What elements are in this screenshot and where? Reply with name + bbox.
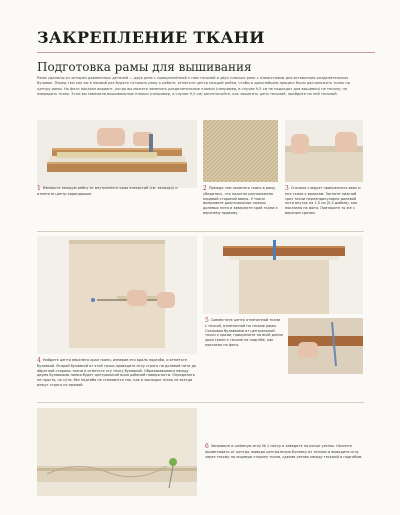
step-text: Заправьте в шнёвную иглу № 1 нитку и заведите на конце узелок. Начните прометывать от центра, выводя центральную булавку из тесьмы и выводите иглу через тесьму на лицевую сторону ткани, сделав узелок между тесьмой и подгибом.: [205, 444, 363, 459]
row-divider: [37, 231, 364, 232]
folding-hands-illustration: [285, 120, 363, 182]
section-title: Подготовка рамы для вышивания: [37, 60, 252, 74]
frame-bars-illustration: [37, 120, 197, 188]
caption-step-1: [37, 186, 187, 197]
caption-step-2: [203, 186, 279, 216]
photo-step-6: [37, 408, 197, 496]
intro-paragraph: Рамы сделаны из четырёх деревянных деталей — двух реек с прикреплённой к ним тесьмой и двух плоских реек с отверстиями для вставления разделительных булавок. Перед тем как вы в первый раз будете готовить раму к работе, отметьте центр каждой рейки, чтобы в дальнейшем процесс было расположить ткань по центру рамы. На фото показан вариант, когда вы можете заменить разделительные планки (например, в случае 9,5 см не подходят для вышивки) на тесьму; не повредить ткань. Если вы заменили вышивальные планки (например, в случае 9,5 см) распечатайте, как защитить цепь тесьмой, пройдите по ней тесьмой.: [37, 76, 350, 96]
photo-step-5-detail: [288, 318, 363, 374]
step-text: Измерьте каждую рейку от внутреннего края отверстий (см. вкладку) и отметьте центр карандашом.: [37, 186, 178, 196]
step-text: Совместите центр отмеченной ткани с точкой, отмеченной на тесьме рамы. Скалывая булавками от центральной точки к краям, прикрепите по всей длине края ткани к тесьме на подгибе, как показано на фото.: [205, 318, 284, 347]
step-number: 6: [205, 443, 209, 450]
step-text: Прежде чем запинать ткань в раму, убедитесь, что полотно расположено лицевой стороной вверх. У ткани выпрямите диагональные полосы долевых нити и заверните край ткани к верхнему правому.: [203, 186, 278, 215]
step-text: Сначала следует прикреплять верх и низ ткани к валикам. Загните нижний срез ткани перпендикулярно долевой нити внутрь на 1,5 см (0,5 дюйма), как показано на фото. Повторите то же с верхним срезом.: [285, 186, 361, 215]
photo-step-5: [203, 236, 363, 314]
step-number: 5: [205, 317, 209, 324]
photo-step-1: [37, 120, 197, 188]
step-text: Найдите центр верхнего края ткани, измерив его вдоль подгиба, и отметьте булавкой. Второй булавкой от этой точки проведите иглу строго по долевой нити до обратной стороны ткани и отметьте эту точку булавкой. Образовавшаяся между двумя булавками линия будет центральной осью рабочей поверхности. Определить не просто, по сути, без подгиба не становится так, как в закладке ткань не всегда режут строго по прямой.: [37, 358, 197, 387]
photo-step-3: [285, 120, 363, 182]
step-number: 2: [203, 185, 207, 192]
caption-step-5: [205, 318, 283, 348]
fabric-weave-illustration: [203, 120, 278, 182]
photo-step-4: [37, 236, 197, 354]
photo-step-2: [203, 120, 278, 182]
pin-detail-illustration: [288, 318, 363, 374]
step-number: 3: [285, 185, 289, 192]
caption-step-6: [205, 444, 365, 459]
caption-step-4: [37, 358, 199, 388]
step-number: 1: [37, 185, 41, 192]
title-rule: [37, 52, 375, 53]
pinned-fabric-illustration: [203, 236, 363, 314]
fabric-measuring-illustration: [37, 236, 197, 354]
step-number: 4: [37, 357, 41, 364]
page-title: ЗАКРЕПЛЕНИЕ ТКАНИ: [37, 28, 265, 47]
caption-step-3: [285, 186, 365, 216]
row-divider: [37, 402, 364, 403]
stitching-illustration: [37, 408, 197, 496]
